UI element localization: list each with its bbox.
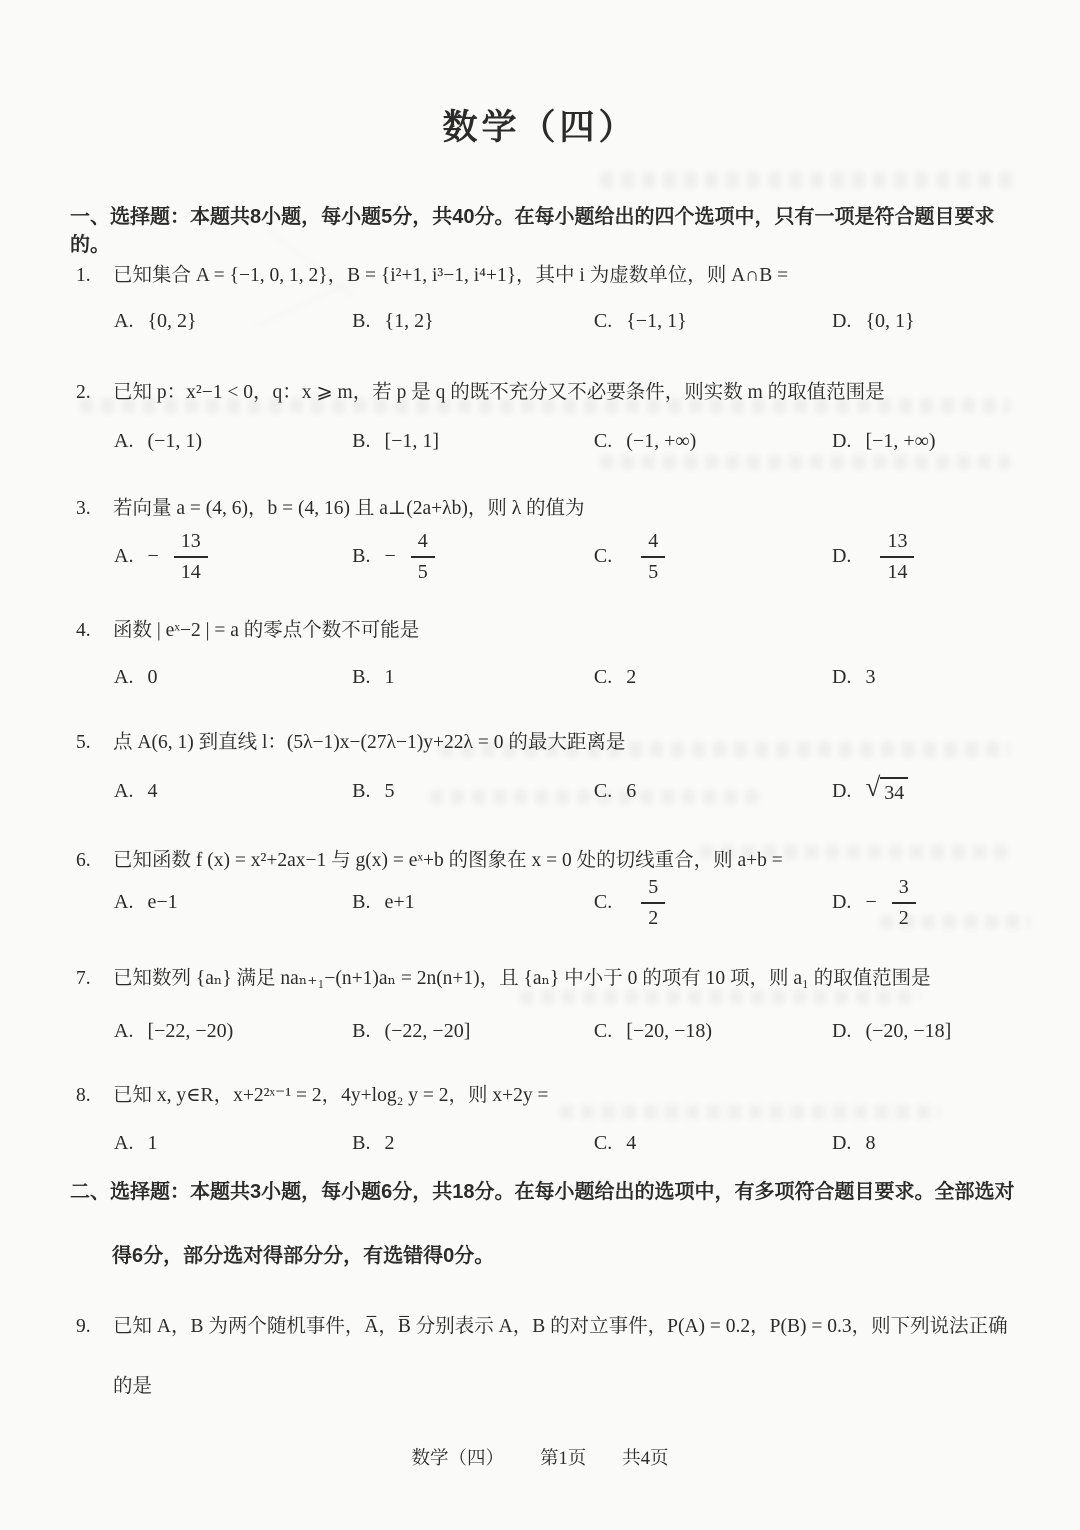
option-label: C. [593,890,613,913]
option-label: D. [831,429,852,452]
fraction-sign: − [147,544,159,567]
option-b [352,666,594,689]
question-number: 9. [76,1316,91,1337]
option-a [114,430,352,453]
question-stem: 已知数列 {aₙ} 满足 naₙ₊₁−(n+1)aₙ = 2n(n+1)，且 {aₙ} 中小于 0 的项有 10 项，则 a₁ 的取值范围是 [113,968,931,989]
question-6-options [114,858,1016,946]
option-c [594,1132,832,1155]
question-stem: 点 A(6, 1) 到直线 l：(5λ−1)x−(27λ−1)y+22λ = 0 的最大距离是 [113,732,626,753]
question-stem: 函数 | eˣ−2 | = a 的零点个数不可能是 [113,620,420,641]
option-label: A. [114,665,134,688]
option-label: C. [593,544,613,567]
option-value: 5 [384,779,395,802]
option-a [114,666,352,689]
question-stem: 若向量 a = (4, 6)，b = (4, 16) 且 a⊥(2a+λb)，则 λ 的值为 [113,498,585,519]
question-number: 7. [76,968,91,989]
option-a [114,1132,352,1155]
option-b [352,780,594,803]
question-number: 6. [76,850,91,871]
option-label: D. [831,1019,852,1042]
option-label: C. [593,1019,613,1042]
question-8-options [114,1122,1016,1164]
bleedthrough-artifact [600,172,1020,188]
option-value: 3 [865,665,876,688]
option-value: 4 [626,1131,637,1154]
option-value: (−22, −20] [384,1019,471,1042]
option-value: 4 [147,779,158,802]
option-value: 6 [626,779,637,802]
question-stem: 已知 x, y∈R，x+2²ˣ⁻¹ = 2，4y+log₂ y = 2，则 x+2y = [113,1085,549,1106]
option-d [832,875,1016,930]
option-label: A. [114,890,134,913]
section-two-header: 二、选择题：本题共3小题，每小题6分，共18分。在每小题给出的选项中，有多项符合题目要求。全部选对得6分，部分选对得部分分，有选错得0分。 [70,1181,1015,1267]
option-value: (−1, +∞) [626,429,697,452]
option-d [832,1020,1016,1043]
option-a [114,1020,352,1043]
option-value: [−1, +∞) [865,429,936,452]
option-label: A. [114,429,134,452]
option-d [832,666,1016,689]
option-label: C. [593,429,613,452]
footer-page-total: 共4页 [622,1449,669,1469]
option-value: e+1 [384,890,415,913]
option-label: D. [831,779,852,802]
option-c [594,875,832,930]
option-value: 2 [384,1131,395,1154]
fraction: 5 2 [641,875,665,930]
option-value: 8 [865,1131,876,1154]
option-d [831,772,1016,805]
option-label: B. [352,429,371,452]
option-value: {0, 1} [865,309,915,332]
fraction-sign: − [865,890,877,913]
option-label: A. [114,1131,134,1154]
page-title: 数学（四） [442,108,638,147]
question-number: 1. [76,265,91,286]
option-d [832,430,1016,453]
option-label: B. [352,544,371,567]
option-label: D. [831,890,852,913]
option-value: (−20, −18] [865,1019,952,1042]
question-1-options [114,300,1016,342]
option-value: 2 [626,665,637,688]
option-value: {1, 2} [384,309,434,332]
radical-expression: √ 34 [865,777,908,805]
option-a [114,310,352,333]
option-value: [−20, −18) [626,1019,713,1042]
option-value: 0 [147,665,158,688]
question-number: 5. [76,732,91,753]
option-label: B. [352,309,371,332]
question-number: 2. [76,382,91,403]
option-a [114,529,352,584]
question-4-options [114,656,1016,698]
option-c [594,430,832,453]
section-one-header: 一、选择题：本题共8小题，每小题5分，共40分。在每小题给出的四个选项中，只有一项是符合题目要求的。 [70,206,995,256]
question-3-options [114,512,1016,600]
option-value: {−1, 1} [626,309,687,332]
option-c [594,529,832,584]
option-label: A. [114,1019,134,1042]
question-stem: 已知 p：x²−1 < 0，q：x ⩾ m，若 p 是 q 的既不充分又不必要条件，则实数 m 的取值范围是 [113,382,885,403]
option-label: B. [352,665,371,688]
option-value: (−1, 1) [147,429,203,452]
option-b [352,1020,594,1043]
option-label: D. [831,544,852,567]
option-label: C. [593,779,613,802]
option-label: C. [593,665,613,688]
option-label: D. [831,665,852,688]
option-label: D. [831,1131,852,1154]
option-b [352,1132,594,1155]
option-label: B. [352,890,371,913]
fraction: 4 5 [641,529,665,584]
option-value: e−1 [147,890,178,913]
option-c [594,1020,832,1043]
option-value: [−22, −20) [147,1019,234,1042]
option-label: A. [114,779,134,802]
question-stem: 已知函数 f (x) = x²+2ax−1 与 g(x) = eˣ+b 的图象在 x = 0 处的切线重合，则 a+b = [113,850,783,871]
fraction: $\frac{4}{5}$ [411,529,435,584]
question-2 [76,363,1014,423]
question-stem: 已知集合 A = {−1, 0, 1, 2}，B = {i²+1, i³−1, i⁴+1}，其中 i 为虚数单位，则 A∩B = [113,265,789,286]
question-number: 8. [76,1085,91,1106]
footer-doc-title: 数学（四） [411,1449,504,1469]
option-value: {0, 2} [147,309,197,332]
question-number: 3. [76,498,91,519]
option-value: 1 [384,665,395,688]
question-number: 4. [76,620,91,641]
option-a [114,891,352,914]
option-c [594,780,832,803]
question-5 [76,713,1014,773]
option-b [352,891,594,914]
option-label: A. [114,544,134,567]
fraction: 13 14 [880,529,914,584]
question-7-options [114,1010,1016,1052]
option-label: A. [114,309,134,332]
option-label: C. [593,309,613,332]
question-7 [76,949,1014,1009]
option-b [352,529,594,584]
fraction-sign: − [384,544,396,567]
option-label: C. [593,1131,613,1154]
question-8 [76,1066,1014,1126]
question-2-options [114,420,1016,462]
option-d [832,529,1016,584]
option-b [352,430,594,453]
page-footer [0,1444,1080,1470]
option-value: 1 [147,1131,158,1154]
option-label: B. [352,1019,371,1042]
option-c [594,666,832,689]
question-5-options [114,770,1016,812]
option-d [832,1132,1016,1155]
question-4 [76,601,1014,661]
footer-page-number: 第1页 [539,1449,587,1469]
fraction: $\frac{3}{2}$ [892,875,916,930]
option-c [594,310,832,333]
radical-icon: √ [865,772,881,802]
question-stem: 已知 A，B 为两个随机事件，A̅，B̅ 分别表示 A，B 的对立事件，P(A) = 0.2，P(B) = 0.3，则下列说法正确的是 [113,1316,1008,1397]
option-label: D. [831,309,852,332]
option-label: B. [352,1131,371,1154]
option-a [114,780,352,803]
question-9 [76,1297,1014,1417]
option-b [352,310,594,333]
question-1 [76,246,1014,306]
fraction: $\frac{13}{14}$ [174,529,208,584]
option-label: B. [352,779,371,802]
option-value: [−1, 1] [384,429,440,452]
option-d [832,310,1016,333]
